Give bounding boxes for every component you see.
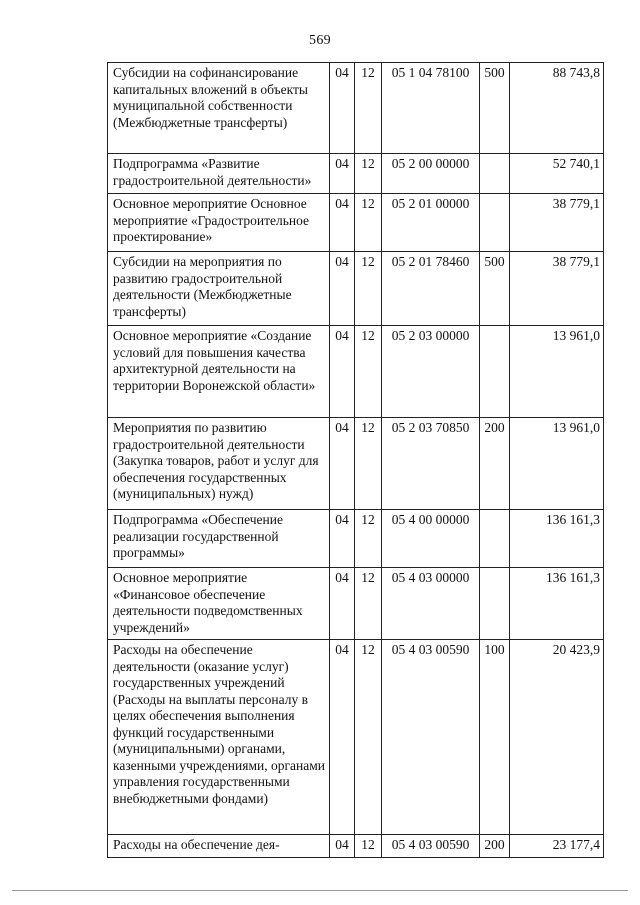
row-name-cell: Субсидии на софинансирование капитальных вложений в объекты муниципальной собственности (Межбюджетные трансферты) bbox=[108, 63, 330, 154]
table-row bbox=[108, 63, 604, 154]
section-code-cell: 04 bbox=[330, 252, 355, 326]
row-name-cell: Подпрограмма «Развитие градостроительной деятельности» bbox=[108, 154, 330, 194]
target-article-cell: 05 4 00 00000 bbox=[382, 510, 480, 568]
amount-cell: 136 161,3 bbox=[510, 510, 604, 568]
section-code-cell: 04 bbox=[330, 418, 355, 510]
amount-cell: 20 423,9 bbox=[510, 640, 604, 835]
table-row bbox=[108, 326, 604, 418]
page-number: 569 bbox=[309, 33, 331, 48]
expense-type-cell: 100 bbox=[480, 640, 510, 835]
target-article-cell: 05 1 04 78100 bbox=[382, 63, 480, 154]
amount-cell: 38 779,1 bbox=[510, 252, 604, 326]
subsection-code-cell: 12 bbox=[355, 568, 382, 640]
expense-type-cell bbox=[480, 326, 510, 418]
target-article-cell: 05 2 03 70850 bbox=[382, 418, 480, 510]
section-code-cell: 04 bbox=[330, 568, 355, 640]
section-code-cell: 04 bbox=[330, 640, 355, 835]
expense-type-cell: 200 bbox=[480, 418, 510, 510]
target-article-cell: 05 2 00 00000 bbox=[382, 154, 480, 194]
row-name-cell: Мероприятия по развитию градостроительной деятельности (Закупка товаров, работ и услуг для обеспечения государственных (муниципальных) нужд) bbox=[108, 418, 330, 510]
subsection-code-cell: 12 bbox=[355, 252, 382, 326]
target-article-cell: 05 2 03 00000 bbox=[382, 326, 480, 418]
amount-cell: 88 743,8 bbox=[510, 63, 604, 154]
amount-cell: 38 779,1 bbox=[510, 194, 604, 252]
subsection-code-cell: 12 bbox=[355, 418, 382, 510]
amount-cell: 13 961,0 bbox=[510, 326, 604, 418]
amount-cell: 136 161,3 bbox=[510, 568, 604, 640]
section-code-cell: 04 bbox=[330, 63, 355, 154]
target-article-cell: 05 4 03 00590 bbox=[382, 640, 480, 835]
subsection-code-cell: 12 bbox=[355, 154, 382, 194]
expense-type-cell: 500 bbox=[480, 252, 510, 326]
section-code-cell: 04 bbox=[330, 194, 355, 252]
target-article-cell: 05 4 03 00590 bbox=[382, 835, 480, 858]
budget-table bbox=[107, 62, 604, 858]
table-row bbox=[108, 194, 604, 252]
row-name-cell: Субсидии на мероприятия по развитию градостроительной деятельности (Межбюджетные трансферты) bbox=[108, 252, 330, 326]
section-code-cell: 04 bbox=[330, 154, 355, 194]
expense-type-cell: 500 bbox=[480, 63, 510, 154]
section-code-cell: 04 bbox=[330, 510, 355, 568]
row-name-cell: Расходы на обеспечение деятельности (оказание услуг) государственных учреждений (Расходы на выплаты персоналу в целях обеспечения выполнения функций государственными (муниципальными) органами, казенными учреждениями, органами управления государственными внебюджетными фондами) bbox=[108, 640, 330, 835]
target-article-cell: 05 2 01 78460 bbox=[382, 252, 480, 326]
subsection-code-cell: 12 bbox=[355, 835, 382, 858]
subsection-code-cell: 12 bbox=[355, 510, 382, 568]
amount-cell: 52 740,1 bbox=[510, 154, 604, 194]
section-code-cell: 04 bbox=[330, 835, 355, 858]
expense-type-cell bbox=[480, 194, 510, 252]
target-article-cell: 05 4 03 00000 bbox=[382, 568, 480, 640]
subsection-code-cell: 12 bbox=[355, 326, 382, 418]
expense-type-cell bbox=[480, 154, 510, 194]
subsection-code-cell: 12 bbox=[355, 63, 382, 154]
amount-cell: 13 961,0 bbox=[510, 418, 604, 510]
row-name-cell: Основное мероприятие «Финансовое обеспечение деятельности подведомственных учреждений» bbox=[108, 568, 330, 640]
table-row bbox=[108, 154, 604, 194]
table-row bbox=[108, 640, 604, 835]
row-name-cell: Основное мероприятие «Создание условий для повышения качества архитектурной деятельности на территории Воронежской области» bbox=[108, 326, 330, 418]
section-code-cell: 04 bbox=[330, 326, 355, 418]
row-name-cell: Основное мероприятие Основное мероприятие «Градостроительное проектирование» bbox=[108, 194, 330, 252]
table-row bbox=[108, 568, 604, 640]
expense-type-cell: 200 bbox=[480, 835, 510, 858]
target-article-cell: 05 2 01 00000 bbox=[382, 194, 480, 252]
table-row bbox=[108, 835, 604, 858]
row-name-cell: Подпрограмма «Обеспечение реализации государственной программы» bbox=[108, 510, 330, 568]
expense-type-cell bbox=[480, 510, 510, 568]
amount-cell: 23 177,4 bbox=[510, 835, 604, 858]
bottom-divider bbox=[12, 890, 628, 891]
expense-type-cell bbox=[480, 568, 510, 640]
row-name-cell: Расходы на обеспечение дея- bbox=[108, 835, 330, 858]
budget-table-body bbox=[108, 63, 604, 858]
table-row bbox=[108, 252, 604, 326]
subsection-code-cell: 12 bbox=[355, 640, 382, 835]
table-row bbox=[108, 510, 604, 568]
subsection-code-cell: 12 bbox=[355, 194, 382, 252]
table-row bbox=[108, 418, 604, 510]
